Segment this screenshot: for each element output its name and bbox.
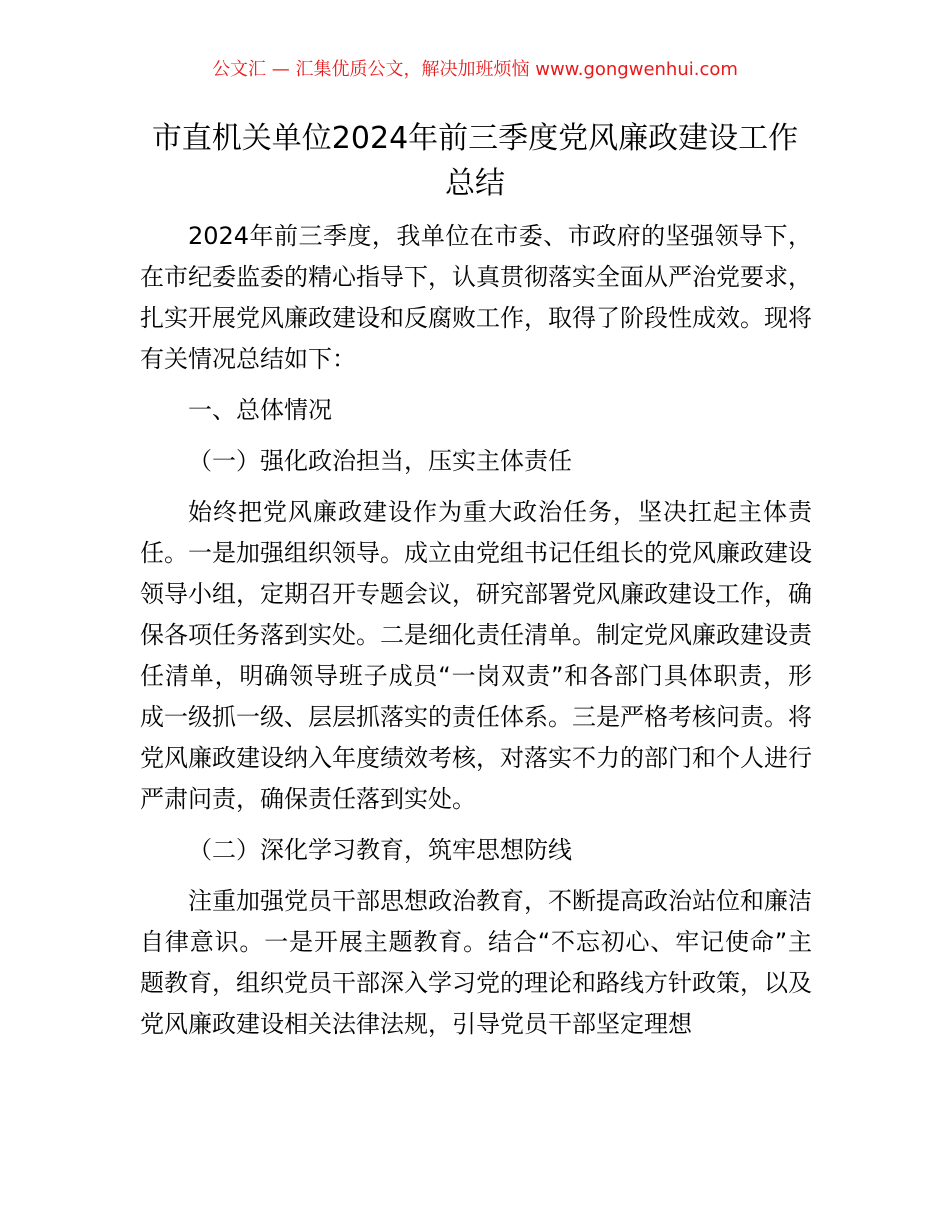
- document-body: [140, 216, 812, 1055]
- subsection-heading-2: （二）深化学习教育，筑牢思想防线: [188, 836, 572, 864]
- page-title: 市直机关单位2024年前三季度党风廉政建设工作总结: [151, 121, 799, 201]
- body-paragraph-2: 注重加强党员干部思想政治教育，不断提高政治站位和廉洁自律意识。一是开展主题教育。结合“不忘初心、牢记使命”主题教育，组织党员干部深入学习党的理论和路线方针政策，以及党风廉政建设相关法律法规，引导党员干部坚定理想: [140, 887, 812, 1038]
- intro-paragraph: 2024年前三季度，我单位在市委、市政府的坚强领导下，在市纪委监委的精心指导下，认真贯彻落实全面从严治党要求，扎实开展党风廉政建设和反腐败工作，取得了阶段性成效。现将有关情况总结如下：: [140, 222, 812, 373]
- body-paragraph-1: 始终把党风廉政建设作为重大政治任务，坚决扛起主体责任。一是加强组织领导。成立由党组书记任组长的党风廉政建设领导小组，定期召开专题会议，研究部署党风廉政建设工作，确保各项任务落到实处。二是细化责任清单。制定党风廉政建设责任清单，明确领导班子成员“一岗双责”和各部门具体职责，形成一级抓一级、层层抓落实的责任体系。三是严格考核问责。将党风廉政建设纳入年度绩效考核，对落实不力的部门和个人进行严肃问责，确保责任落到实处。: [140, 498, 812, 813]
- section-heading-overview: 一、总体情况: [188, 396, 332, 424]
- subsection-heading-1: （一）强化政治担当，压实主体责任: [188, 447, 572, 475]
- header-banner: 公文汇 — 汇集优质公文，解决加班烦恼 www.gongwenhui.com: [212, 59, 738, 80]
